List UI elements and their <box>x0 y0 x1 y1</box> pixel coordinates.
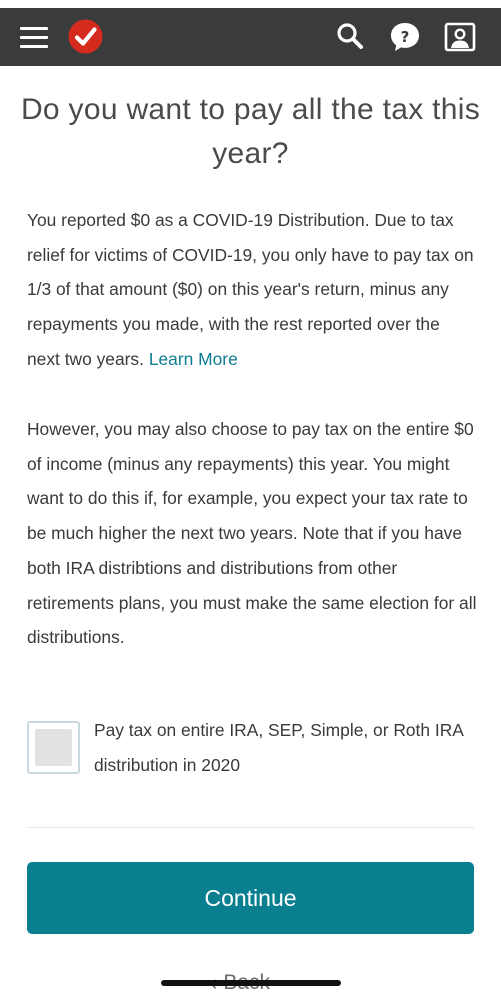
page-title: Do you want to pay all the tax this year? <box>20 93 481 170</box>
learn-more-link[interactable]: Learn More <box>148 348 238 369</box>
checkbox-fill <box>35 729 72 766</box>
paragraph-1-text: You reported $0 as a COVID-19 Distribution. Due to tax relief for victims of COVID-19, you only have to pay tax on 1/3 of that amount ($0) on this year's return, minus any repayments you made, with the rest reported over the next two years. <box>27 210 474 369</box>
covid-distribution-explanation <box>27 203 477 377</box>
top-navigation-bar <box>0 8 501 66</box>
home-indicator <box>161 980 341 986</box>
pay-entire-tax-checkbox[interactable] <box>27 721 80 774</box>
search-icon[interactable] <box>334 21 368 53</box>
pay-entire-tax-option[interactable] <box>27 716 477 786</box>
hamburger-menu-icon[interactable] <box>20 25 48 51</box>
svg-text:?: ? <box>400 28 410 46</box>
profile-icon[interactable] <box>443 21 477 53</box>
continue-button[interactable]: Continue <box>27 862 474 934</box>
status-strip <box>0 0 501 8</box>
checkbox-label: Pay tax on entire IRA, SEP, Simple, or Roth IRA distribution in 2020 <box>94 720 463 775</box>
checkmark-logo-icon <box>68 19 103 54</box>
help-icon[interactable] <box>388 21 422 53</box>
election-explanation: However, you may also choose to pay tax on the entire $0 of income (minus any repayments) this year. You might want to do this if, for example, you expect your tax rate to be much higher the next two years. Note that if you have both IRA distribtions and distributions from other retirements plans, you must make the same election for all distributions. <box>27 419 477 648</box>
divider <box>27 827 474 828</box>
